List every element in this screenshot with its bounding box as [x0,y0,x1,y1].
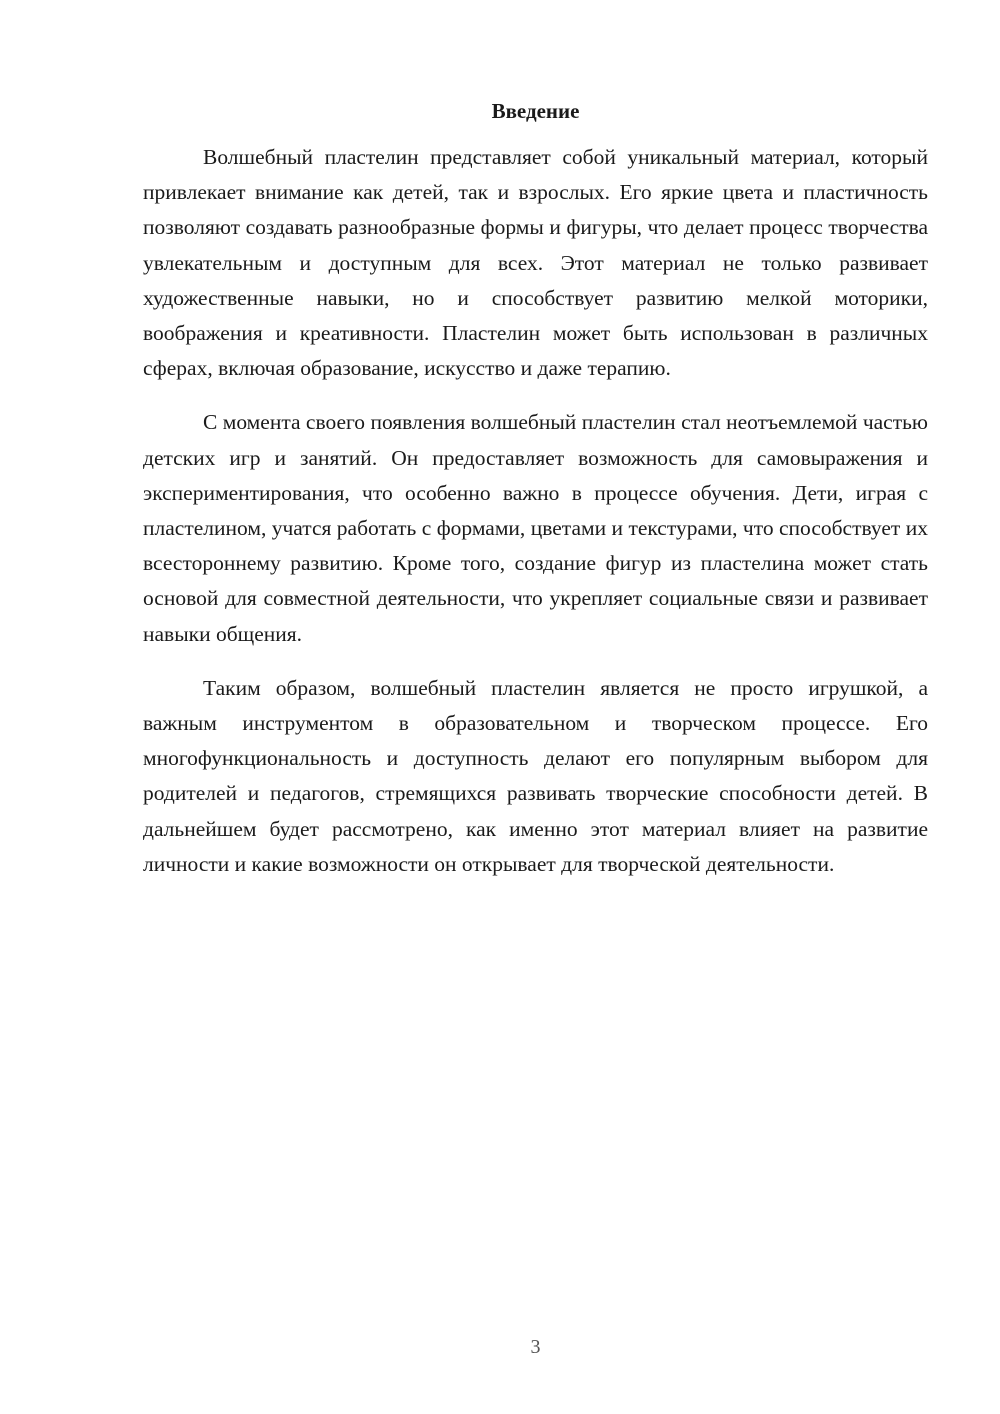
paragraph-2: С момента своего появления волшебный пластелин стал неотъемлемой частью детских игр и занятий. Он предоставляет возможность для самовыражения и экспериментирования, что особенно важно в процессе обучения. Дети, играя с пластелином, учатся работать с формами, цветами и текстурами, что способствует их всестороннему развитию. Кроме того, создание фигур из пластелина может стать основой для совместной деятельности, что укрепляет социальные связи и развивает навыки общения. [143,410,928,646]
body-text [143,140,928,901]
page-number: 3 [530,1336,541,1358]
section-title: Введение [491,99,580,123]
paragraph-3: Таким образом, волшебный пластелин является не просто игрушкой, а важным инструментом в образовательном и творческом процессе. Его многофункциональность и доступность делают его популярным выбором для родителей и педагогов, стремящихся развивать творческие способности детей. В дальнейшем будет рассмотрено, как именно этот материал влияет на развитие личности и какие возможности он открывает для творческой деятельности. [143,675,928,876]
paragraph-1: Волшебный пластелин представляет собой уникальный материал, который привлекает внимание как детей, так и взрослых. Его яркие цвета и пластичность позволяют создавать разнообразные формы и фигуры, что делает процесс творчества увлекательным и доступным для всех. Этот материал не только развивает художественные навыки, но и способствует развитию мелкой моторики, воображения и креативности. Пластелин может быть использован в различных сферах, включая образование, искусство и даже терапию. [143,145,928,381]
